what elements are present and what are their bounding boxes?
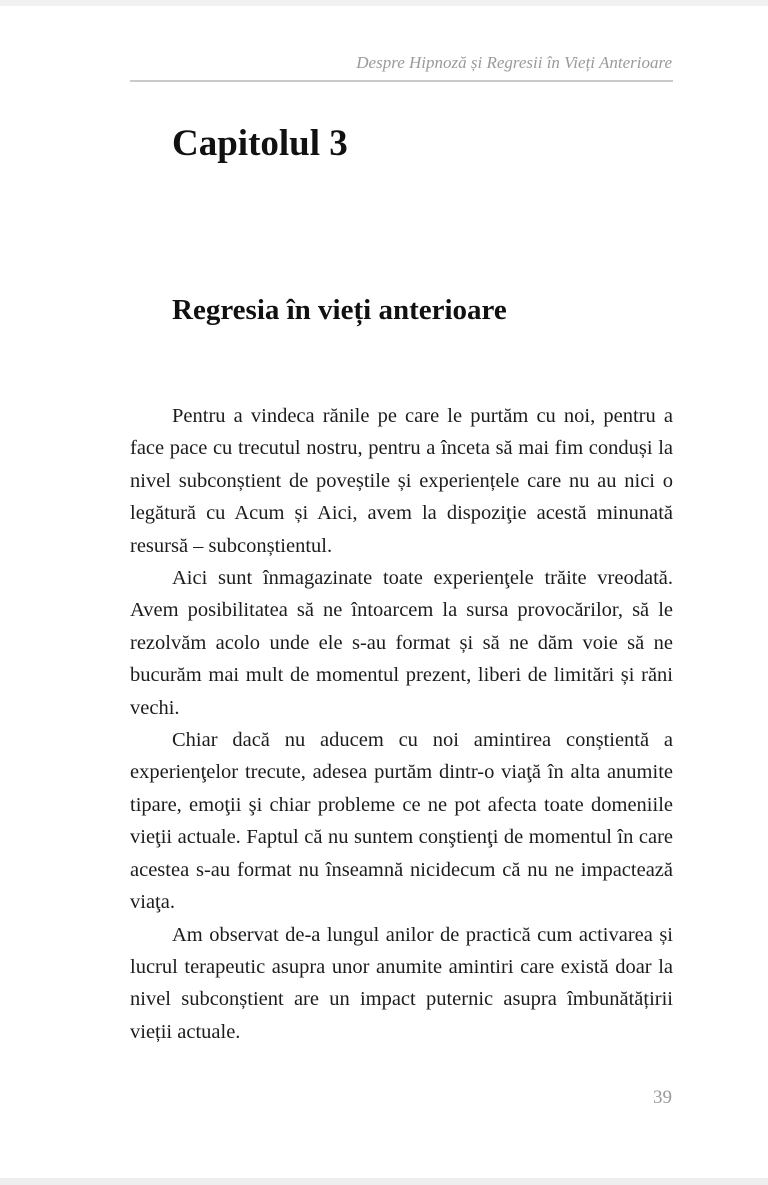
paragraph-4: Am observat de-a lungul anilor de practică cum activarea și lucrul terapeutic asupra unor anumite amintiri care există doar la nivel subconștient are un impact puternic asupra îmbunătățirii vieții actuale. bbox=[130, 923, 673, 1043]
bottom-edge-band bbox=[0, 1178, 768, 1185]
section-title: Regresia în vieți anterioare bbox=[172, 294, 507, 326]
paragraph-1: Pentru a vindeca rănile pe care le purtăm cu noi, pentru a face pace cu trecutul nostru, pentru a înceta să mai fim conduși la nivel subconștient de poveștile și experiențele care nu au nici o legătură cu Acum și Aici, avem la dispoziţie acestă minunată resursă – subconștientul. bbox=[130, 405, 673, 557]
body-text bbox=[130, 400, 673, 1048]
paragraph-3: Chiar dacă nu aducem cu noi amintirea conștientă a experienţelor trecute, adesea purtăm dintr-o viaţă în alta anumite tipare, emoţii şi chiar probleme ce ne pot afecta toate domeniile vieţii actuale. Faptul că nu suntem conştienţi de momentul în care acestea s-au format nu înseamnă nicidecum că nu ne impactează viaţa. bbox=[130, 729, 673, 914]
header-divider bbox=[130, 80, 673, 82]
chapter-title: Capitolul 3 bbox=[172, 123, 348, 164]
paragraph-2: Aici sunt înmagazinate toate experienţele trăite vreodată. Avem posibilitatea să ne întoarcem la sursa provocărilor, să le rezolvăm acolo unde ele s-au format și să ne dăm voie să ne bucurăm mai mult de momentul prezent, liberi de limitări și răni vechi. bbox=[130, 567, 673, 719]
running-header: Despre Hipnoză și Regresii în Vieți Anterioare bbox=[356, 53, 672, 72]
page-number: 39 bbox=[653, 1087, 672, 1108]
top-edge-band bbox=[0, 0, 768, 6]
